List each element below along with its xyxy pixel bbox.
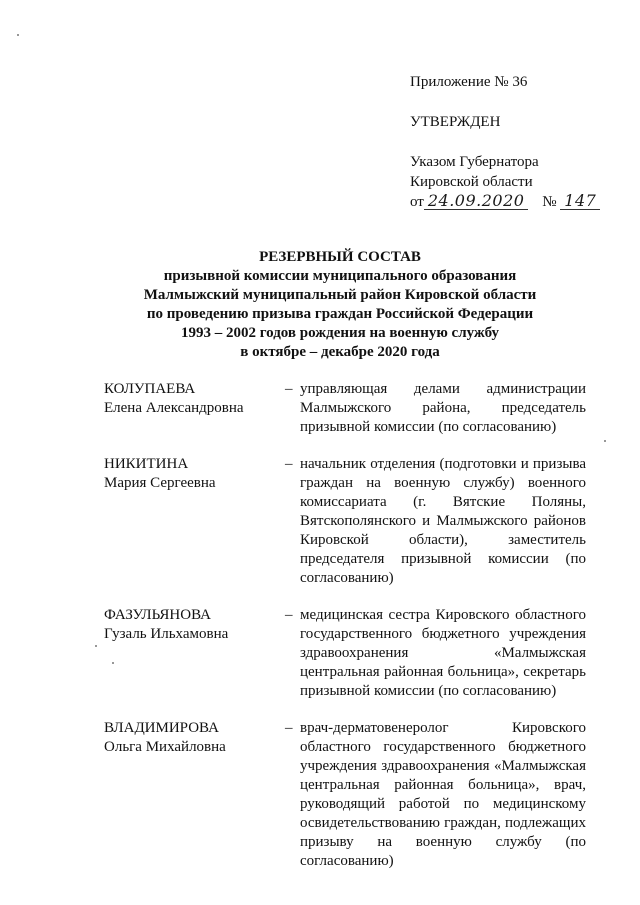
member-role: медицинская сестра Кировского областного государственного бюджетного учреждения здравоохранения «Малмыжская центральная районная больница», секретарь призывной комиссии (по согласованию) [300,607,586,699]
date-prefix: от [410,194,424,210]
scan-speck [112,662,114,664]
separator-dash: – [285,607,293,623]
member-name [104,719,280,757]
approved-label: УТВЕРЖДЕН [410,114,501,130]
member-name [104,455,280,493]
title-heading: РЕЗЕРВНЫЙ СОСТАВ [259,249,421,265]
handwritten-date: 24.09.2020 [424,193,529,210]
member-given-names: Гузаль Ильхамовна [104,626,229,642]
title-line-3: по проведению призыва граждан Российской Федерации [146,306,534,322]
member-role: начальник отделения (подготовки и призыва граждан на военную службу) военного комиссариата (г. Вятские Поляны, Вятскополянского и Малмыжского районов Кировской области), заместитель председателя призывной комиссии (по согласованию) [300,456,586,586]
member-entry [104,719,586,871]
title-line-5: в октябре – декабре 2020 года [240,344,440,360]
member-entry [104,606,586,701]
member-surname: КОЛУПАЕВА [104,381,196,397]
member-role: управляющая делами администрации Малмыжского района, председатель призывной комиссии (по согласованию) [300,381,586,435]
member-name [104,380,280,418]
decree-line-2: Кировской области [410,174,533,190]
separator-dash: – [285,720,293,736]
members-list [104,380,586,889]
number-prefix: № [542,194,557,210]
title-line-2: Малмыжский муниципальный район Кировской области [143,287,537,303]
title-line-4: 1993 – 2002 годов рождения на военную службу [180,325,500,341]
member-name [104,606,280,644]
decree-date-number [410,192,620,212]
member-entry [104,455,586,588]
member-given-names: Ольга Михайловна [104,739,226,755]
member-surname: ФАЗУЛЬЯНОВА [104,607,211,623]
member-given-names: Мария Сергеевна [104,475,216,491]
appendix-number: Приложение № 36 [410,74,528,90]
separator-dash: – [285,456,293,472]
scan-speck [17,34,19,36]
title-line-1: призывной комиссии муниципального образования [163,268,517,284]
member-given-names: Елена Александровна [104,400,244,416]
member-entry [104,380,586,437]
handwritten-number: 147 [560,193,600,210]
member-surname: НИКИТИНА [104,456,189,472]
decree-line-1: Указом Губернатора [410,154,539,170]
scan-speck [95,645,97,647]
separator-dash: – [285,381,293,397]
member-role: врач-дерматовенеролог Кировского областного государственного бюджетного учреждения здравоохранения «Малмыжская центральная районная больница», врач, руководящий работой по медицинскому освидетельствованию граждан, подлежащих призыву на военную службу (по согласованию) [300,720,586,869]
member-surname: ВЛАДИМИРОВА [104,720,219,736]
document-title [60,248,620,362]
scan-speck [604,440,606,442]
approval-stamp-block [410,72,620,212]
